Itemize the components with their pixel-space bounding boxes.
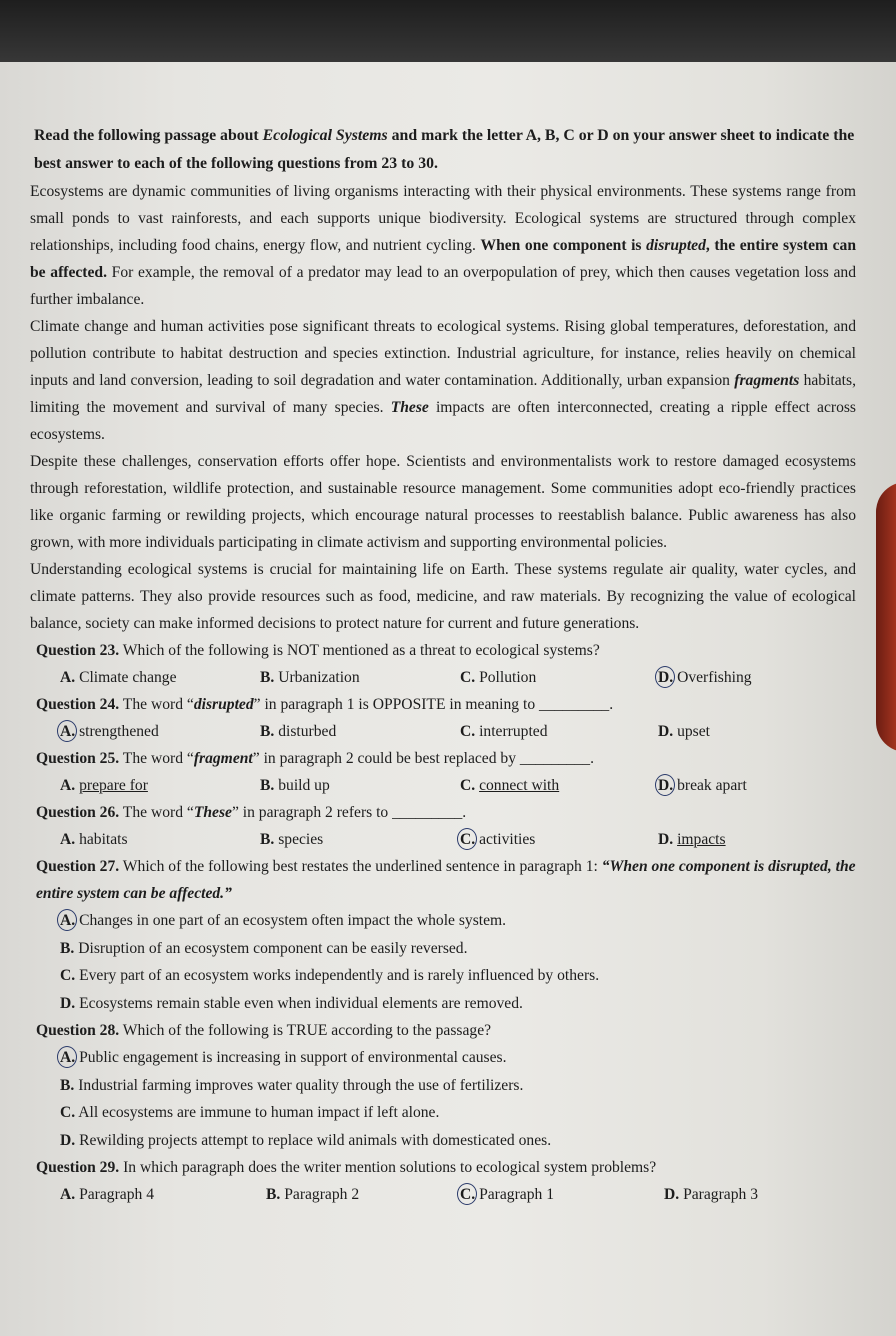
option-text: Paragraph 3 [683, 1186, 758, 1203]
question-26 [36, 799, 856, 826]
paragraph-4: Understanding ecological systems is crucial for maintaining life on Earth. These systems regulate air quality, water cycles, and climate patterns. They also provide resources such as food, medicine, and raw materials. By recognizing the value of ecological balance, society can make informed decisions to protect nature for current and future generations. [30, 561, 856, 632]
option-letter: B. [60, 939, 75, 957]
question-28 [36, 1017, 856, 1044]
option-b[interactable] [260, 664, 360, 691]
option-b[interactable] [266, 1181, 359, 1208]
option-text: Climate change [79, 669, 177, 686]
option-letter: A. [60, 1049, 76, 1066]
option-letter: C. [460, 669, 476, 686]
instruction-topic: Ecological Systems [262, 127, 388, 144]
question-label: Question 27. [36, 858, 120, 875]
question-27 [36, 853, 856, 907]
question-29-options [60, 1181, 856, 1208]
option-text: Paragraph 2 [284, 1186, 360, 1203]
option-text: habitats [79, 831, 128, 848]
paragraph-3: Despite these challenges, conservation efforts offer hope. Scientists and environmentalists work to restore damaged ecosystems through reforestation, wildlife protection, and sustainable resource management. Some communities adopt eco-friendly practices like organic farming or rewilding projects, which encourage natural processes to reestablish balance. Public awareness has also grown, with more individuals participating in climate activism and supporting environmental policies. [30, 453, 856, 551]
option-letter: A. [60, 831, 76, 848]
option-letter: B. [260, 669, 275, 686]
question-26-options [60, 826, 856, 853]
option-a[interactable] [60, 772, 148, 799]
option-b[interactable] [260, 772, 330, 799]
option-d[interactable] [658, 664, 752, 691]
paragraph-2-end: impacts are often interconnected, creating a ripple effect across ecosystems. [30, 399, 857, 443]
question-word: These [193, 804, 232, 821]
option-text: Paragraph 4 [79, 1186, 154, 1203]
option-text: interrupted [479, 723, 548, 740]
question-text: The word “ [119, 804, 194, 821]
option-letter: B. [260, 777, 275, 794]
option-text: impacts [677, 831, 726, 848]
word-these: These [390, 399, 429, 416]
paragraph-2 [30, 313, 856, 448]
question-24-options [60, 718, 856, 745]
option-text: prepare for [79, 777, 148, 794]
option-text: Changes in one part of an ecosystem often impact the whole system. [79, 912, 507, 929]
answer-circle-mark [57, 720, 77, 742]
option-letter: C. [460, 1186, 476, 1203]
option-text: build up [278, 777, 330, 794]
option-letter: D. [60, 1131, 76, 1149]
paragraph-1-end: For example, the removal of a predator may lead to an overpopulation of prey, which then causes vegetation loss and further imbalance. [30, 264, 856, 308]
option-letter: A. [60, 912, 76, 929]
answer-circle-mark [457, 828, 477, 850]
paragraph-2-text: Climate change and human activities pose significant threats to ecological systems. Rising global temperatures, deforestation, and pollution contribute to habitat destruction and species extinction. Industrial agriculture, for instance, relies heavily on chemical inputs and land conversion, leading to soil degradation and water contamination. Additionally, urban expansion [30, 318, 856, 389]
option-letter: D. [664, 1186, 680, 1203]
option-d[interactable] [658, 772, 747, 799]
option-text: connect with [479, 777, 560, 794]
paragraph-1 [30, 178, 856, 313]
question-text-end: ” in paragraph 1 is OPPOSITE in meaning to _________. [253, 696, 614, 713]
instruction-text-rest: and mark the letter A, B, C or D on your answer sheet to indicate the best answer to each of the following questions from 23 to 30. [34, 127, 855, 172]
question-23-options [60, 664, 856, 691]
sentence-part-end: , the entire system can be affected. [30, 237, 857, 281]
question-text: Which of the following best restates the underlined sentence in paragraph 1: [119, 858, 602, 875]
option-d[interactable] [658, 826, 726, 853]
option-c[interactable] [460, 718, 548, 745]
answer-circle-mark [655, 666, 675, 688]
option-letter: C. [60, 1104, 76, 1121]
option-letter: A. [60, 777, 76, 794]
option-letter: B. [60, 1076, 75, 1094]
instruction [34, 122, 856, 178]
option-d[interactable] [664, 1181, 758, 1208]
option-c[interactable] [460, 664, 536, 691]
option-text: Overfishing [677, 669, 752, 686]
question-23 [36, 637, 856, 664]
option-text: Every part of an ecosystem works independently and is rarely influenced by others. [79, 967, 600, 984]
question-28-options [60, 1044, 856, 1154]
answer-circle-mark [57, 1046, 77, 1068]
option-b[interactable] [60, 1072, 856, 1100]
question-word: disrupted [193, 696, 254, 713]
option-text: activities [479, 831, 536, 848]
paragraph-2-mid: habitats, limiting the movement and survival of many species. [30, 372, 856, 416]
background-shadow [0, 0, 896, 70]
question-text: Which of the following is TRUE according to the passage? [119, 1022, 492, 1039]
option-text: disturbed [278, 723, 337, 740]
question-25 [36, 745, 856, 772]
question-text: The word “ [119, 696, 194, 713]
option-a[interactable] [60, 1181, 154, 1208]
answer-circle-mark [457, 1183, 477, 1205]
option-letter: A. [60, 669, 76, 686]
option-a[interactable] [60, 664, 177, 691]
option-c[interactable] [460, 1181, 554, 1208]
option-letter: C. [60, 967, 76, 984]
option-text: break apart [677, 777, 747, 794]
option-letter: B. [266, 1186, 281, 1203]
question-label: Question 25. [36, 750, 120, 767]
option-b[interactable] [60, 935, 856, 963]
question-text: In which paragraph does the writer mention solutions to ecological system problems? [119, 1159, 657, 1176]
question-text-end: ” in paragraph 2 refers to _________. [231, 804, 467, 821]
option-letter: B. [260, 723, 275, 740]
instruction-text: Read the following passage about [34, 127, 263, 144]
option-letter: C. [460, 777, 476, 794]
option-text: strengthened [79, 723, 159, 740]
question-29 [36, 1154, 856, 1181]
question-quote: “When one component is disrupted, the entire system can be affected.” [36, 858, 856, 902]
option-letter: D. [658, 831, 674, 848]
question-label: Question 26. [36, 804, 120, 821]
option-letter: A. [60, 723, 76, 740]
option-c[interactable] [60, 962, 856, 990]
question-label: Question 29. [36, 1159, 120, 1176]
paragraph-1-text: Ecosystems are dynamic communities of living organisms interacting with their physical environments. These systems range from small ponds to vast rainforests, and each supports unique biodiversity. Ecological systems are structured through complex relationships, including food chains, energy flow, and nutrient cycling. [30, 183, 856, 254]
word-fragments: fragments [734, 372, 800, 389]
option-b[interactable] [260, 718, 336, 745]
option-text: Rewilding projects attempt to replace wild animals with domesticated ones. [79, 1131, 552, 1149]
option-text: Public engagement is increasing in support of environmental causes. [79, 1049, 507, 1066]
option-text: Industrial farming improves water quality through the use of fertilizers. [78, 1076, 524, 1094]
option-letter: B. [260, 831, 275, 848]
option-letter: A. [60, 1186, 76, 1203]
sentence-part: When one component is [480, 237, 647, 254]
question-label: Question 24. [36, 696, 120, 713]
option-text: upset [677, 723, 710, 740]
option-a[interactable] [60, 718, 159, 745]
question-24 [36, 691, 856, 718]
option-text: All ecosystems are immune to human impact if left alone. [78, 1104, 440, 1121]
option-letter: C. [460, 831, 476, 848]
option-text: Urbanization [278, 669, 360, 686]
option-letter: D. [658, 723, 674, 740]
answer-circle-mark [57, 909, 77, 931]
question-text-end: ” in paragraph 2 could be best replaced by _________. [252, 750, 594, 767]
question-25-options [60, 772, 856, 799]
question-label: Question 23. [36, 642, 120, 659]
option-text: species [278, 831, 324, 848]
red-object-edge [876, 482, 896, 752]
worksheet [30, 122, 856, 1208]
word-disrupted: disrupted [646, 237, 706, 254]
question-text: Which of the following is NOT mentioned as a threat to ecological systems? [119, 642, 600, 659]
option-a[interactable] [60, 826, 128, 853]
option-letter: D. [658, 777, 674, 794]
question-27-options [60, 907, 856, 1017]
question-text: The word “ [119, 750, 194, 767]
option-c[interactable] [60, 1099, 856, 1127]
option-a[interactable] [60, 907, 856, 935]
question-label: Question 28. [36, 1022, 120, 1039]
option-letter: C. [460, 723, 476, 740]
option-b[interactable] [260, 826, 323, 853]
option-d[interactable] [658, 718, 710, 745]
option-c[interactable] [460, 772, 559, 799]
option-text: Paragraph 1 [479, 1186, 554, 1203]
question-word: fragment [193, 750, 253, 767]
option-a[interactable] [60, 1044, 856, 1072]
option-letter: D. [658, 669, 674, 686]
option-d[interactable] [60, 990, 856, 1018]
option-text: Ecosystems remain stable even when individual elements are removed. [79, 994, 523, 1012]
option-text: Pollution [479, 669, 537, 686]
option-d[interactable] [60, 1127, 856, 1155]
option-c[interactable] [460, 826, 535, 853]
option-letter: D. [60, 994, 76, 1012]
answer-circle-mark [655, 774, 675, 796]
option-text: Disruption of an ecosystem component can be easily reversed. [78, 939, 468, 957]
